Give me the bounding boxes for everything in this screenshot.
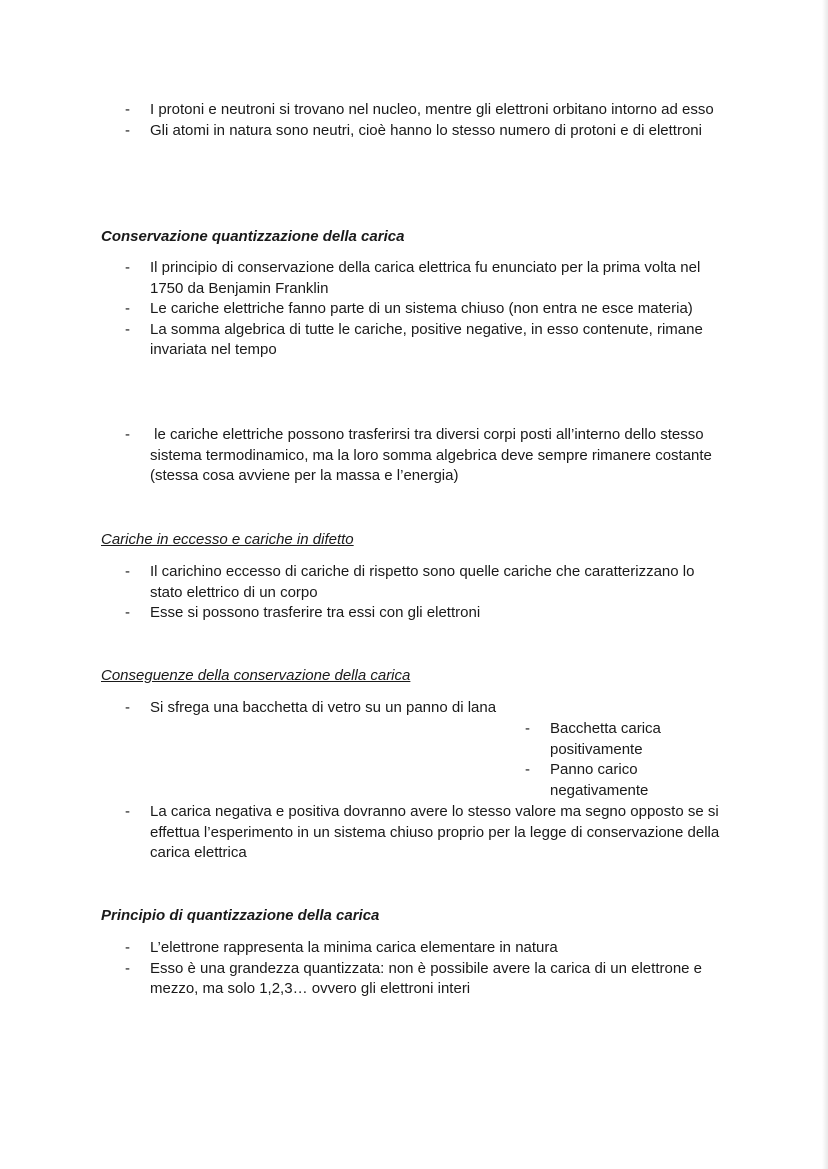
list-item [0, 100, 720, 121]
list-item-text: La carica negativa e positiva dovranno avere lo stesso valore ma segno opposto se si effettua l’esperimento in un sistema chiuso proprio per la legge di conservazione della carica elettrica [150, 803, 720, 861]
conservazione-list [0, 258, 828, 361]
sublist-item-text: Bacchetta carica positivamente [550, 720, 661, 758]
list-item [0, 938, 720, 959]
quantizzazione-list [0, 938, 828, 1000]
bullet-dash: - [525, 761, 530, 778]
bullet-dash: - [125, 939, 130, 956]
list-item-text: Le cariche elettriche fanno parte di un sistema chiuso (non entra ne esce materia) [150, 300, 693, 317]
conseguenze-list-b [0, 802, 828, 864]
list-item [0, 959, 720, 1000]
bullet-dash: - [125, 320, 130, 338]
cariche-list [0, 562, 828, 624]
list-item [0, 425, 720, 487]
section-title-quantizzazione: Principio di quantizzazione della carica [101, 907, 380, 924]
conseguenze-list [0, 698, 828, 719]
bullet-dash: - [125, 121, 130, 139]
list-item [0, 698, 720, 719]
section-title-cariche: Cariche in eccesso e cariche in difetto [101, 531, 354, 548]
intro-list [0, 100, 828, 141]
conseguenze-sublist [0, 719, 828, 801]
bullet-dash: - [125, 699, 130, 716]
list-item-text: Si sfrega una bacchetta di vetro su un panno di lana [150, 699, 497, 716]
bullet-dash: - [125, 959, 130, 977]
list-item-text: Esso è una grandezza quantizzata: non è possibile avere la carica di un elettrone e mezzo, ma solo 1,2,3… ovvero gli elettroni interi [150, 959, 703, 997]
bullet-dash: - [125, 604, 130, 621]
bullet-dash: - [125, 563, 130, 580]
list-item-text: Gli atomi in natura sono neutri, cioè hanno lo stesso numero di protoni e di elettroni [150, 121, 702, 139]
list-item [0, 603, 720, 624]
list-item-text: Esse si possono trasferire tra essi con gli elettroni [150, 604, 481, 621]
section-title-conservazione: Conservazione quantizzazione della carica [101, 228, 405, 245]
sublist-item-text: Panno carico negativamente [550, 761, 649, 799]
bullet-dash: - [125, 426, 130, 443]
bullet-dash: - [125, 803, 130, 820]
sublist-item [0, 719, 690, 760]
bullet-dash: - [525, 720, 530, 737]
bullet-dash: - [125, 101, 130, 118]
list-item [0, 121, 720, 142]
list-item-text: La somma algebrica di tutte le cariche, positive negative, in esso contenute, rimane invariata nel tempo [150, 320, 703, 358]
list-item-text: Il principio di conservazione della carica elettrica fu enunciato per la prima volta nel 1750 da Benjamin Franklin [150, 259, 701, 297]
sublist-item [0, 760, 690, 801]
bullet-dash: - [125, 300, 130, 317]
list-item [0, 562, 720, 603]
bullet-dash: - [125, 259, 130, 276]
list-item-text: I protoni e neutroni si trovano nel nucleo, mentre gli elettroni orbitano intorno ad esso [150, 101, 714, 118]
list-item [0, 320, 720, 361]
list-item-text: L’elettrone rappresenta la minima carica elementare in natura [150, 939, 558, 956]
list-item [0, 299, 720, 320]
conservazione-list-b [0, 425, 828, 487]
section-title-conseguenze: Conseguenze della conservazione della carica [101, 667, 411, 684]
page-edge-shadow [822, 0, 828, 1169]
list-item [0, 802, 720, 864]
list-item-text: le cariche elettriche possono trasferirsi tra diversi corpi posti all’interno dello stesso sistema termodinamico, ma la loro somma algebrica deve sempre rimanere costante (stessa cosa avviene per la massa e l’energia) [150, 426, 717, 484]
list-item [0, 258, 720, 299]
list-item-text: Il carichino eccesso di cariche di rispetto sono quelle cariche che caratterizzano lo stato elettrico di un corpo [150, 563, 695, 601]
